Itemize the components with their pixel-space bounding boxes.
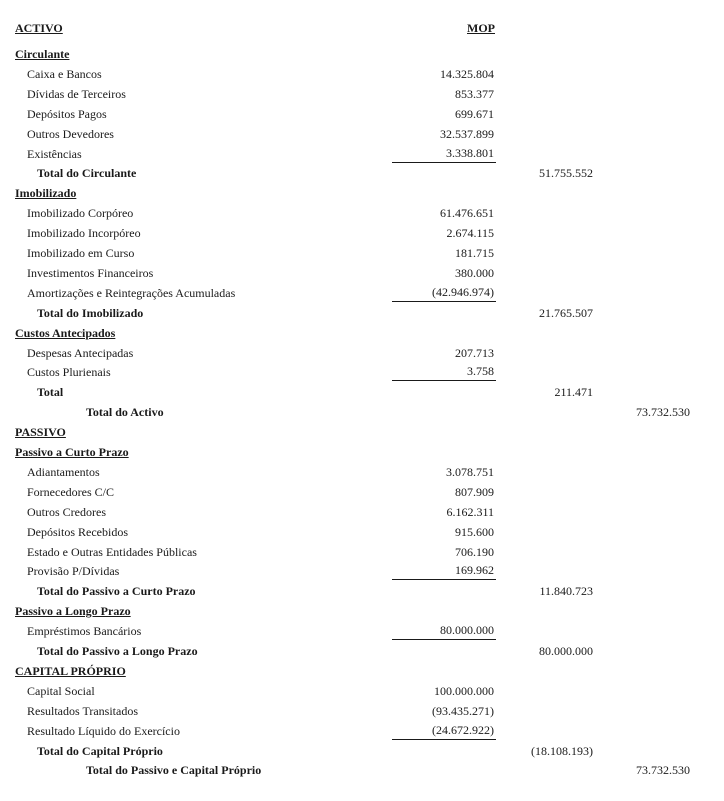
total-label: Total do Circulante [37, 166, 137, 180]
line-item-row [0, 362, 724, 382]
item-amount: 6.162.311 [446, 505, 494, 519]
line-item-label: Depósitos Recebidos [27, 525, 128, 539]
item-amount: 207.713 [455, 346, 494, 360]
line-item-label: Outros Credores [27, 505, 106, 519]
subtotal-amount: 51.755.552 [539, 166, 593, 180]
total-label: Total do Activo [86, 405, 164, 419]
item-amount: 32.537.899 [440, 127, 494, 141]
subtotal-amount: 11.840.723 [539, 584, 593, 598]
section-header-row [0, 44, 724, 64]
line-item-label: Outros Devedores [27, 127, 114, 141]
section-heading: Imobilizado [15, 186, 77, 200]
subtotal-amount: 80.000.000 [539, 644, 593, 658]
line-item-row [0, 104, 724, 124]
total-row [0, 163, 724, 183]
section-header-row [0, 422, 724, 442]
total-label: Total do Passivo a Curto Prazo [37, 584, 196, 598]
item-amount: 100.000.000 [434, 684, 494, 698]
line-item-row [0, 283, 724, 303]
line-item-row [0, 701, 724, 721]
total-label: Total do Passivo e Capital Próprio [86, 763, 262, 777]
line-item-label: Capital Social [27, 684, 95, 698]
line-item-row [0, 482, 724, 502]
total-label: Total [37, 385, 64, 399]
line-item-label: Fornecedores C/C [27, 485, 114, 499]
item-amount: 380.000 [455, 266, 494, 280]
section-heading: CAPITAL PRÓPRIO [15, 664, 126, 678]
total-row [0, 741, 724, 761]
line-item-label: Custos Plurienais [27, 365, 111, 379]
section-header-row [0, 323, 724, 343]
line-item-label: Existências [27, 147, 82, 161]
line-item-label: Depósitos Pagos [27, 107, 107, 121]
item-amount: 699.671 [455, 107, 494, 121]
page-title: ACTIVO [15, 21, 63, 35]
section-heading: Passivo a Curto Prazo [15, 445, 129, 459]
item-amount: 61.476.651 [440, 206, 494, 220]
item-amount: 3.078.751 [446, 465, 494, 479]
section-heading: Custos Antecipados [15, 326, 116, 340]
total-label: Total do Capital Próprio [37, 744, 163, 758]
item-amount: 807.909 [455, 485, 494, 499]
line-item-row [0, 621, 724, 641]
line-item-row [0, 144, 724, 164]
line-item-label: Resultados Transitados [27, 704, 139, 718]
item-amount: 169.962 [392, 561, 496, 580]
line-item-row [0, 84, 724, 104]
item-amount: 14.325.804 [440, 67, 494, 81]
item-amount: (24.672.922) [392, 721, 496, 740]
line-item-label: Adiantamentos [27, 465, 100, 479]
section-header-row [0, 601, 724, 621]
line-item-row [0, 223, 724, 243]
line-item-row [0, 462, 724, 482]
item-amount: 181.715 [455, 246, 494, 260]
section-header-row [0, 661, 724, 681]
item-amount: 3.758 [392, 362, 496, 381]
line-item-label: Imobilizado em Curso [27, 246, 135, 260]
line-item-label: Empréstimos Bancários [27, 624, 142, 638]
header-row [0, 18, 724, 38]
item-amount: 915.600 [455, 525, 494, 539]
line-item-label: Imobilizado Incorpóreo [27, 226, 141, 240]
section-heading: Passivo a Longo Prazo [15, 604, 131, 618]
line-item-row [0, 124, 724, 144]
item-amount: 3.338.801 [392, 144, 496, 163]
line-item-row [0, 64, 724, 84]
line-item-label: Caixa e Bancos [27, 67, 102, 81]
line-item-row [0, 502, 724, 522]
section-header-row [0, 442, 724, 462]
line-item-row [0, 542, 724, 562]
subtotal-amount: (18.108.193) [531, 744, 593, 758]
line-item-label: Estado e Outras Entidades Públicas [27, 545, 197, 559]
line-item-label: Imobilizado Corpóreo [27, 206, 134, 220]
total-row [0, 641, 724, 661]
line-item-row [0, 681, 724, 701]
line-item-row [0, 522, 724, 542]
line-item-label: Investimentos Financeiros [27, 266, 154, 280]
item-amount: (42.946.974) [392, 283, 496, 302]
currency-label: MOP [467, 21, 495, 35]
item-amount: 2.674.115 [446, 226, 494, 240]
line-item-label: Amortizações e Reintegrações Acumuladas [27, 286, 236, 300]
line-item-row [0, 243, 724, 263]
line-item-label: Provisão P/Dívidas [27, 564, 120, 578]
total-row [0, 760, 724, 780]
total-row [0, 581, 724, 601]
line-item-row [0, 561, 724, 581]
subtotal-amount: 21.765.507 [539, 306, 593, 320]
total-label: Total do Passivo a Longo Prazo [37, 644, 198, 658]
line-item-row [0, 343, 724, 363]
line-item-row [0, 263, 724, 283]
item-amount: 80.000.000 [392, 621, 496, 640]
item-amount: (93.435.271) [432, 704, 494, 718]
line-item-row [0, 203, 724, 223]
total-row [0, 382, 724, 402]
grand-total-amount: 73.732.530 [636, 405, 690, 419]
total-row [0, 402, 724, 422]
line-item-label: Dívidas de Terceiros [27, 87, 126, 101]
line-item-row [0, 721, 724, 741]
item-amount: 853.377 [455, 87, 494, 101]
subtotal-amount: 211.471 [554, 385, 593, 399]
section-heading: Circulante [15, 47, 70, 61]
total-row [0, 303, 724, 323]
line-item-label: Despesas Antecipadas [27, 346, 134, 360]
grand-total-amount: 73.732.530 [636, 763, 690, 777]
line-item-label: Resultado Líquido do Exercício [27, 724, 180, 738]
section-heading: PASSIVO [15, 425, 66, 439]
item-amount: 706.190 [455, 545, 494, 559]
section-header-row [0, 183, 724, 203]
total-label: Total do Imobilizado [37, 306, 144, 320]
